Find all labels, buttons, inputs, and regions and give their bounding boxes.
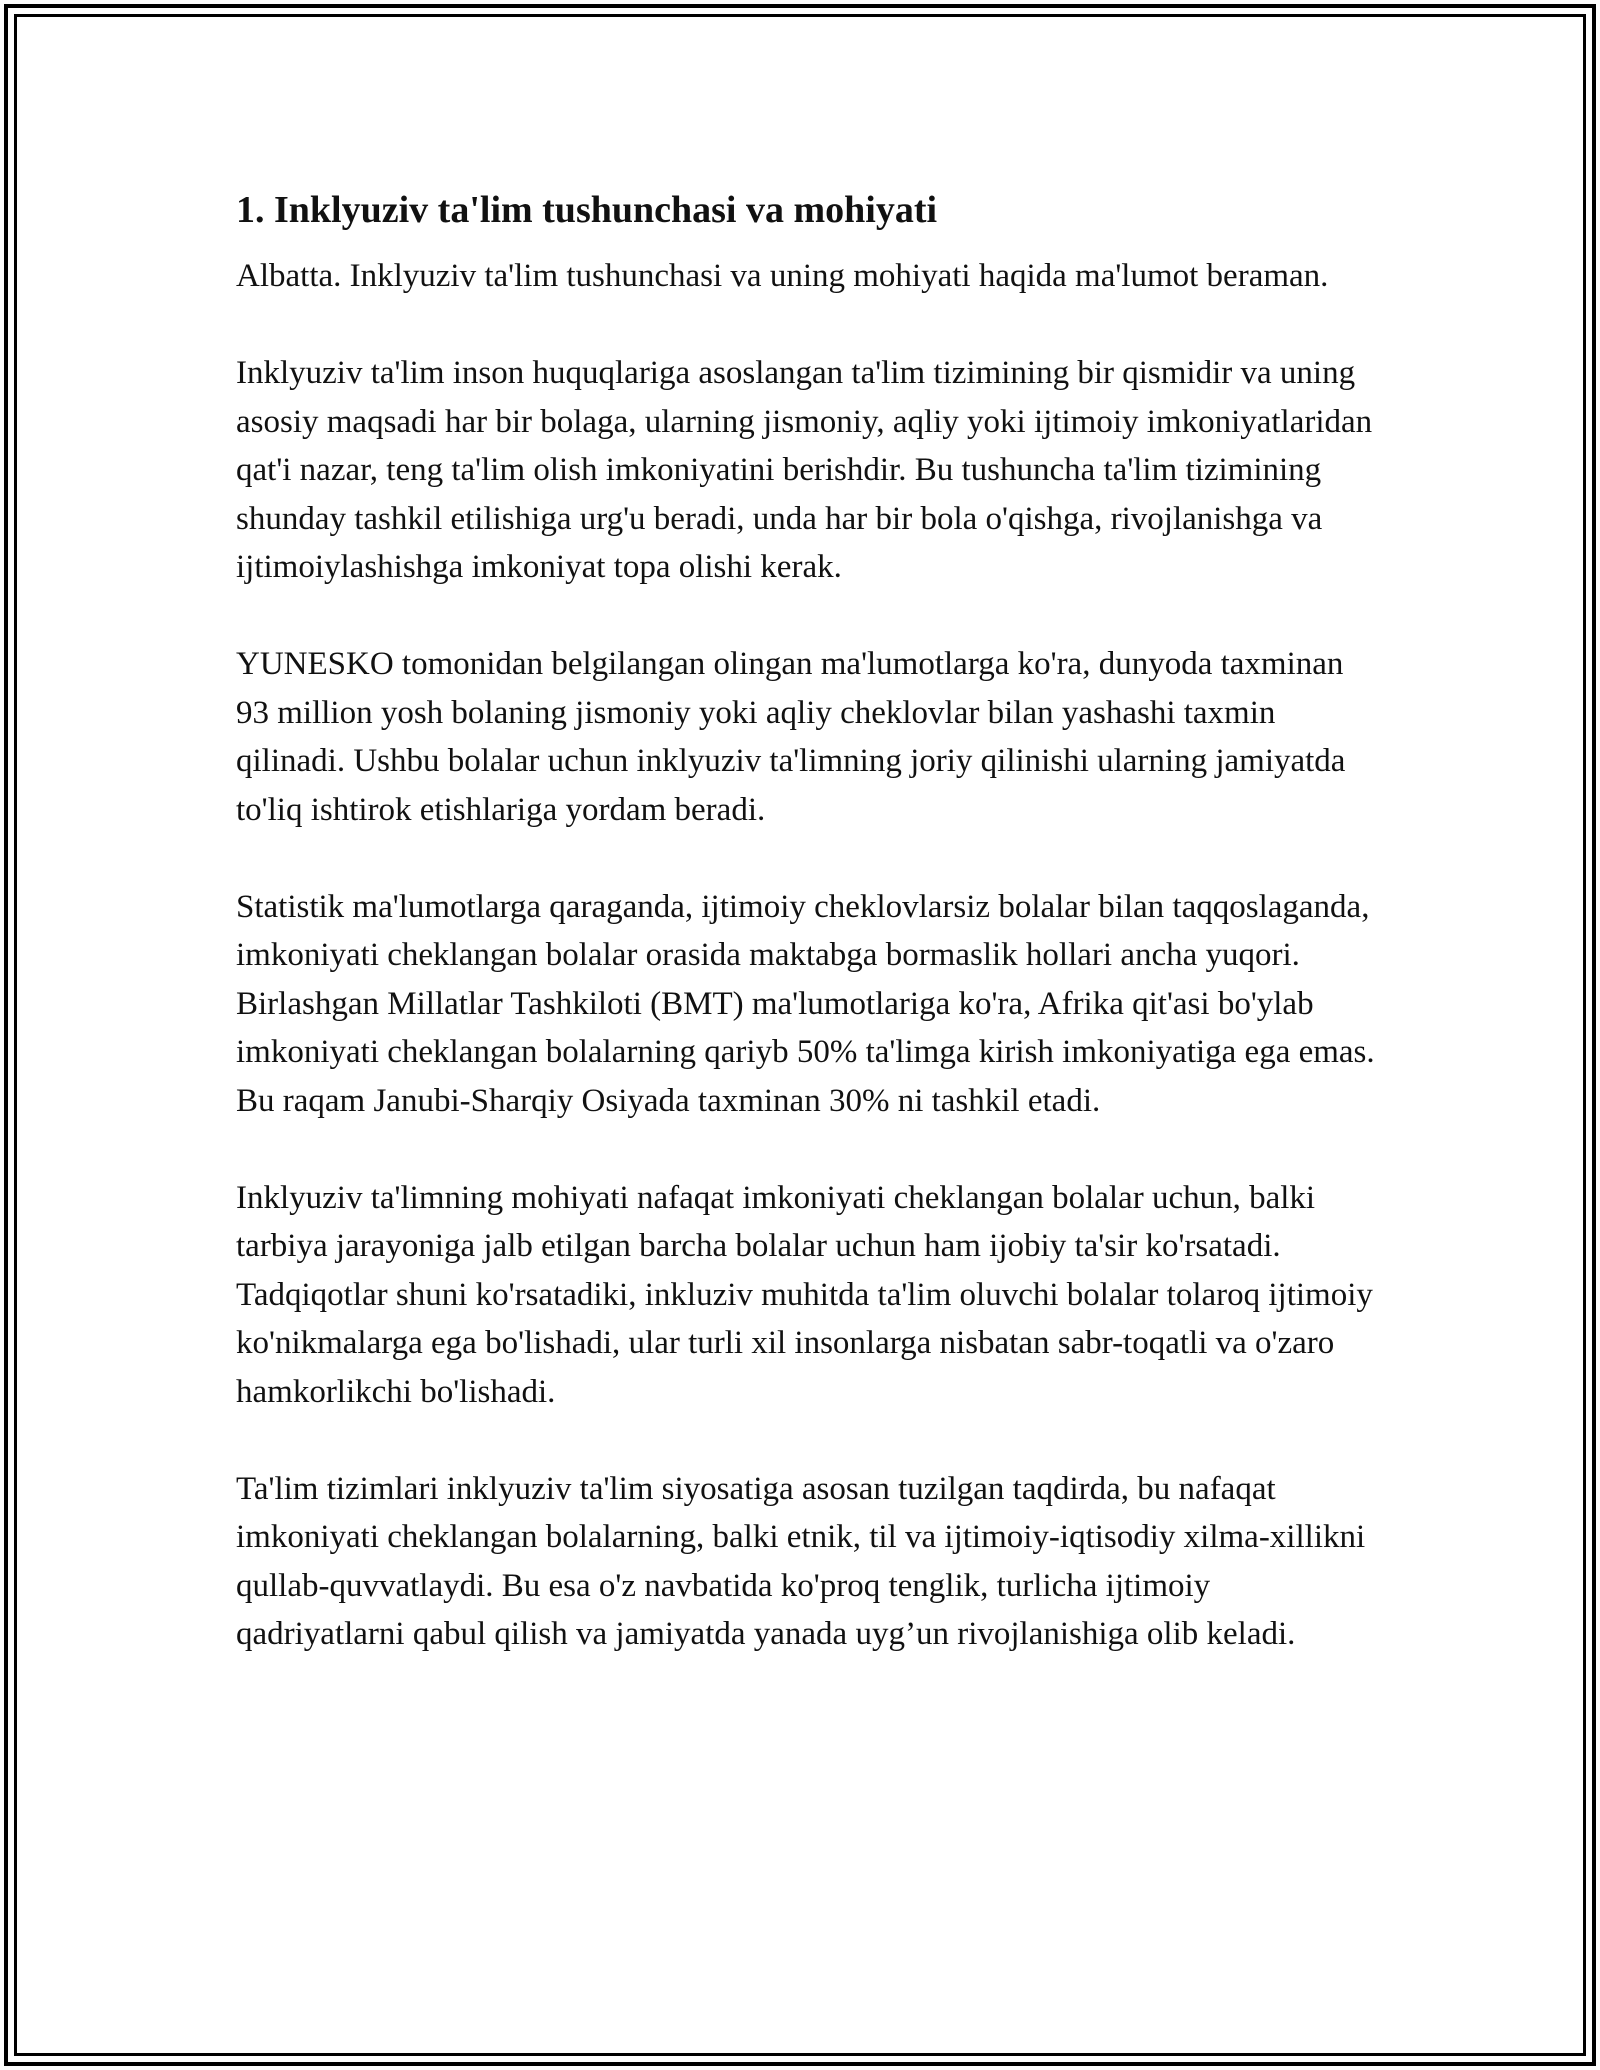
paragraph-definition: Inklyuziv ta'lim inson huquqlariga asoslangan ta'lim tizimining bir qismidir va uning asosiy maqsadi har bir bolaga, ularning jismoniy, aqliy yoki ijtimoiy imkoniyatlaridan qat'i nazar, teng ta'lim olish imkoniyatini berishdir. Bu tushuncha ta'lim tizimining shunday tashkil etilishiga urg'u beradi, unda har bir bola o'qishga, rivojlanishga va ijtimoiylashishga imkoniyat topa olishi kerak. <box>236 355 1373 585</box>
paragraph-policy: Ta'lim tizimlari inklyuziv ta'lim siyosatiga asosan tuzilgan taqdirda, bu nafaqat imkoniyati cheklangan bolalarning, balki etnik, til va ijtimoiy-iqtisodiy xilma-xillikni qullab-quvvatlaydi. Bu esa o'z navbatida ko'proq tenglik, turlicha ijtimoiy qadriyatlarni qabul qilish va jamiyatda yanada uyg’un rivojlanishiga olib keladi. <box>236 1470 1366 1652</box>
paragraph-intro: Albatta. Inklyuziv ta'lim tushunchasi va uning mohiyati haqida ma'lumot beraman. <box>236 258 1329 294</box>
paragraph-unesco: YUNESKO tomonidan belgilangan olingan ma'lumotlarga ko'ra, dunyoda taxminan 93 million yosh bolaning jismoniy yoki aqliy cheklovlar bilan yashashi taxmin qilinadi. Ushbu bolalar uchun inklyuziv ta'limning joriy qilinishi ularning jamiyatda to'liq ishtirok etishlariga yordam beradi. <box>236 646 1346 828</box>
paragraph-statistics: Statistik ma'lumotlarga qaraganda, ijtimoiy cheklovlarsiz bolalar bilan taqqoslaganda, imkoniyati cheklangan bolalar orasida maktabga bormaslik hollari ancha yuqori. Birlashgan Millatlar Tashkiloti (BMT) ma'lumotlariga ko'ra, Afrika qit'asi bo'ylab imkoniyati cheklangan bolalarning qariyb 50% ta'limga kirish imkoniyatiga ega emas. Bu raqam Janubi-Sharqiy Osiyada taxminan 30% ni tashkil etadi. <box>236 888 1375 1119</box>
document-body <box>236 186 1376 1659</box>
paragraph-essence: Inklyuziv ta'limning mohiyati nafaqat imkoniyati cheklangan bolalar uchun, balki tarbiya jarayoniga jalb etilgan barcha bolalar uchun ham ijobiy ta'sir ko'rsatadi. Tadqiqotlar shuni ko'rsatadiki, inkluziv muhitda ta'lim oluvchi bolalar tolaroq ijtimoiy ko'nikmalarga ega bo'lishadi, ular turli xil insonlarga nisbatan sabr-toqatli va o'zaro hamkorlikchi bo'lishadi. <box>236 1179 1373 1410</box>
document-title: 1. Inklyuziv ta'lim tushunchasi va mohiyati <box>236 189 938 231</box>
